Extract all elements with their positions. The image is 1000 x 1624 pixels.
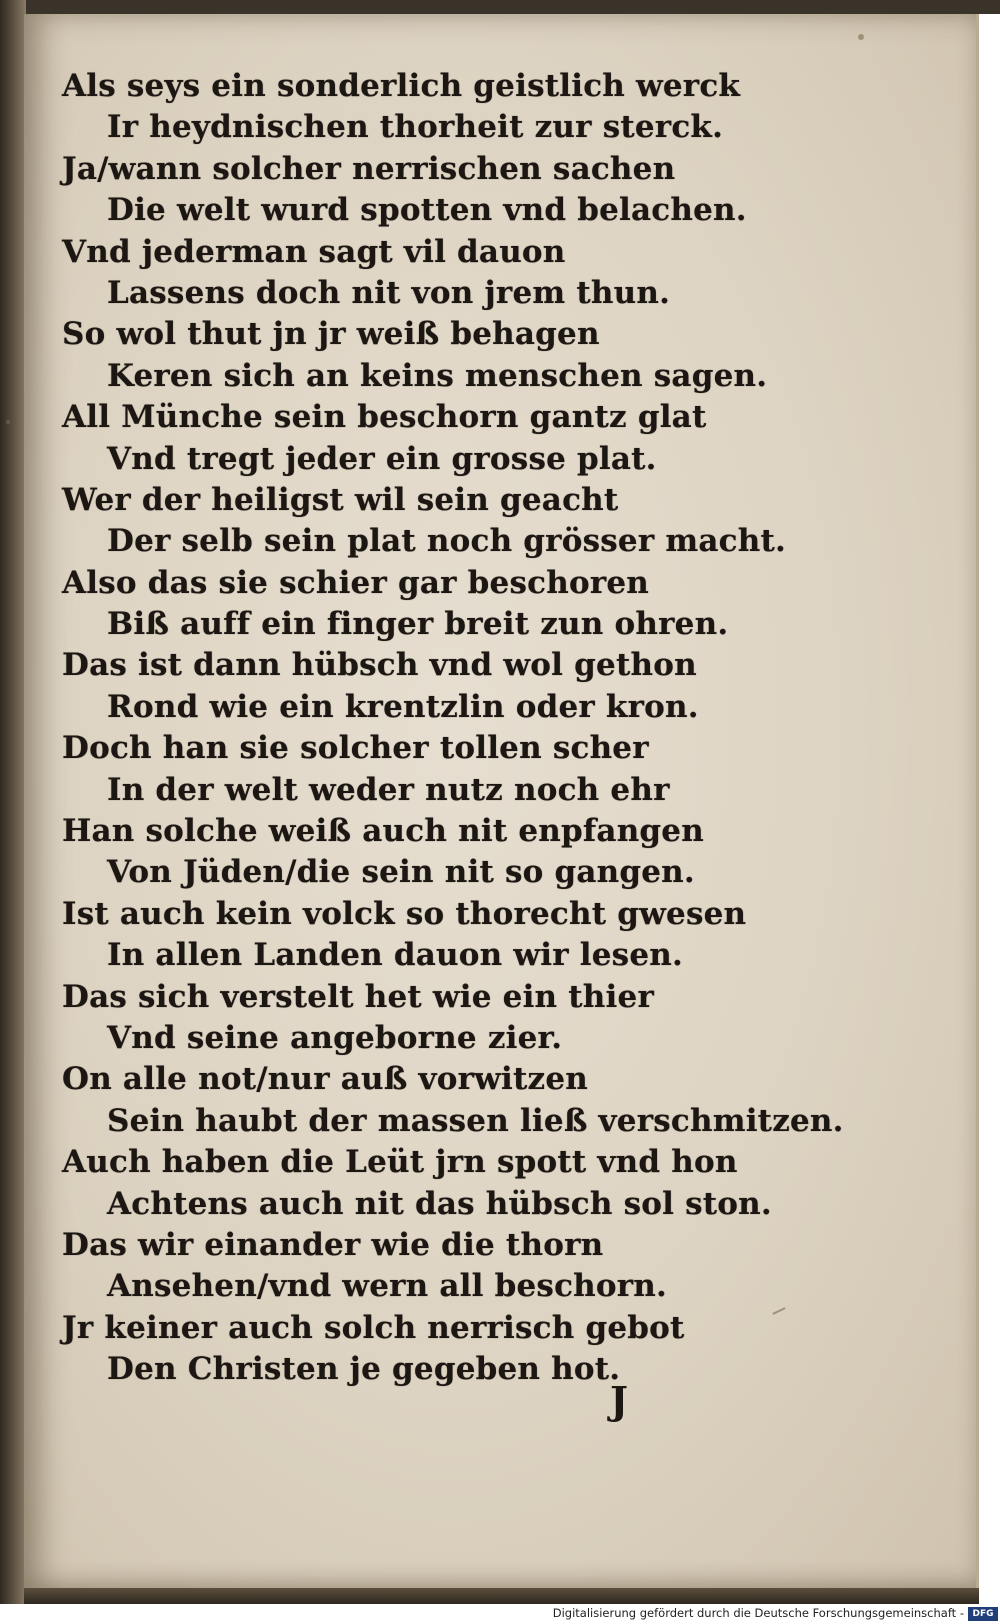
verse-line: Ir heydnischen thorheit zur sterck. <box>107 109 724 146</box>
verse-line: Ansehen/vnd wern all beschorn. <box>107 1268 668 1305</box>
verse-line: Sein haubt der massen ließ verschmitzen. <box>107 1102 844 1139</box>
dfg-logo: DFG <box>968 1607 998 1621</box>
book-top-edge <box>0 0 1000 14</box>
verse-line: Lassens doch nit von jrem thun. <box>107 274 671 311</box>
verse-line: Doch han sie solcher tollen scher <box>62 730 649 767</box>
verse-line: Biß auff ein finger breit zun ohren. <box>107 606 729 643</box>
verse-line: Achtens auch nit das hübsch sol ston. <box>107 1185 772 1222</box>
verse-line: Von Jüden/die sein nit so gangen. <box>107 854 695 891</box>
verse-line: In allen Landen dauon wir lesen. <box>107 937 683 974</box>
verse-line: Wer der heiligst wil sein geacht <box>62 481 619 518</box>
book-spine-edge <box>0 0 26 1605</box>
verse-line: Den Christen je gegeben hot. <box>107 1351 621 1388</box>
signature-mark: J <box>610 1378 628 1423</box>
verse-block <box>62 66 962 1391</box>
verse-line: Das sich verstelt het wie ein thier <box>62 978 654 1015</box>
verse-line: Auch haben die Leüt jrn spott vnd hon <box>62 1144 738 1181</box>
paper-speck <box>6 420 10 424</box>
verse-line: Vnd tregt jeder ein grosse plat. <box>107 440 657 477</box>
verse-line: In der welt weder nutz noch ehr <box>107 771 670 808</box>
verse-line: Die welt wurd spotten vnd belachen. <box>107 192 747 229</box>
verse-line: Der selb sein plat noch grösser macht. <box>107 523 786 560</box>
verse-line: All Münche sein beschorn gantz glat <box>62 399 707 436</box>
verse-line: Ist auch kein volck so thorecht gwesen <box>62 895 747 932</box>
verse-line: Jr keiner auch solch nerrisch gebot <box>62 1309 685 1346</box>
verse-line: Vnd seine angeborne zier. <box>107 1019 563 1056</box>
paper-speck <box>858 34 864 40</box>
verse-line: Das wir einander wie die thorn <box>62 1226 604 1263</box>
verse-line: Keren sich an keins menschen sagen. <box>107 357 768 394</box>
verse-line: Ja/wann solcher nerrischen sachen <box>62 150 676 187</box>
verse-line: Also das sie schier gar beschoren <box>62 564 650 601</box>
verse-line: On alle not/nur auß vorwitzen <box>62 1061 588 1098</box>
verse-line: So wol thut jn jr weiß behagen <box>62 316 600 353</box>
verse-line: Rond wie ein krentzlin oder kron. <box>107 688 699 725</box>
digitization-footer <box>0 1604 1000 1624</box>
book-bottom-edge <box>24 1588 979 1604</box>
verse-line: Han solche weiß auch nit enpfangen <box>62 813 704 850</box>
verse-line: Als seys ein sonderlich geistlich werck <box>62 68 741 104</box>
funding-credit: Digitalisierung gefördert durch die Deutsche Forschungsgemeinschaft - <box>552 1606 964 1620</box>
verse-line: Vnd jederman sagt vil dauon <box>62 233 566 270</box>
verse-line: Das ist dann hübsch vnd wol gethon <box>62 647 697 684</box>
